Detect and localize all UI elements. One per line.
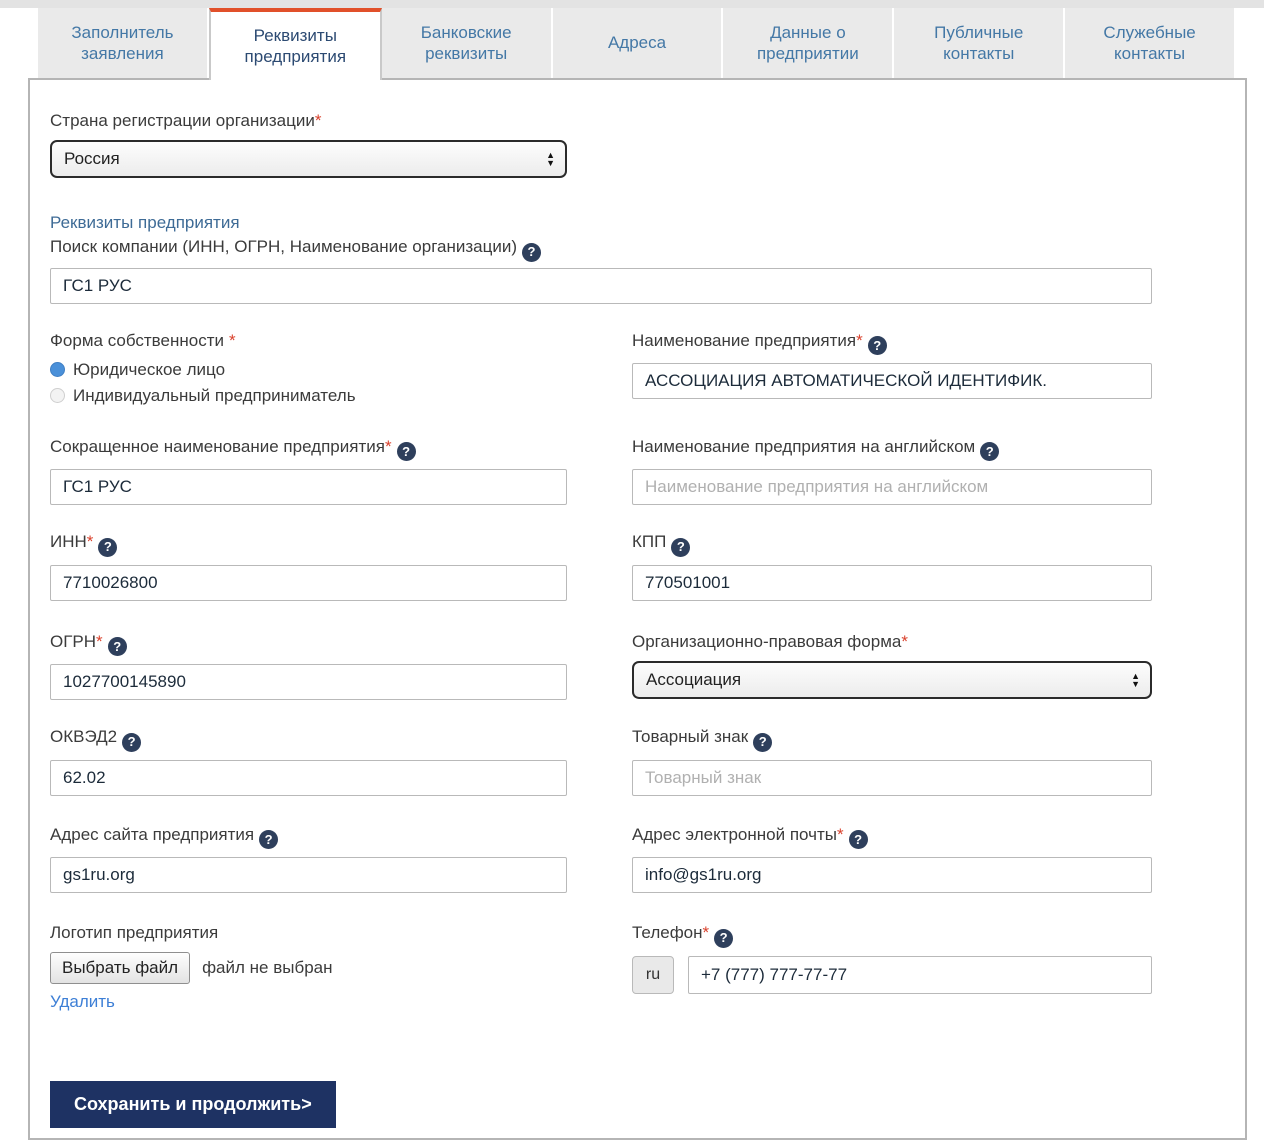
help-icon[interactable]: ? [98, 538, 117, 557]
email-label [632, 824, 1152, 850]
name-english-input[interactable] [632, 469, 1152, 505]
radio-checked-icon [50, 362, 65, 377]
okved-label-text: ОКВЭД2 [50, 727, 118, 746]
spinner-up-icon: ▲ [1131, 670, 1140, 681]
tab-addresses-label: Адреса [607, 33, 667, 53]
website-label [50, 824, 567, 850]
page-top-strip [0, 0, 1264, 8]
tab-service-contacts-label: Служебные контакты [1103, 22, 1196, 63]
legal-form-label-text: Организационно-правовая форма [632, 631, 902, 651]
email-input[interactable] [632, 857, 1152, 893]
name-english-label [632, 436, 1152, 462]
legal-form-label [632, 631, 1152, 653]
required-asterisk: * [86, 532, 94, 551]
required-asterisk: * [837, 824, 844, 844]
country-label-text: Страна регистрации организации [50, 111, 315, 130]
required-asterisk: * [314, 111, 322, 130]
logo-file-row [50, 950, 567, 986]
field-legal-form [632, 631, 1152, 701]
ownership-label-text: Форма собственности [50, 330, 224, 350]
short-name-label [50, 436, 567, 462]
field-name-english [632, 436, 1152, 506]
phone-row [632, 956, 1152, 994]
select-spinner-icon [546, 151, 555, 167]
help-icon[interactable]: ? [259, 830, 278, 849]
file-status-text: файл не выбран [202, 958, 333, 977]
tab-public-contacts[interactable] [894, 8, 1065, 78]
radio-unchecked-icon [50, 388, 65, 403]
website-label-text: Адрес сайта предприятия [50, 824, 255, 844]
inn-label-text: ИНН [50, 532, 87, 551]
required-asterisk: * [702, 923, 710, 942]
field-okved [50, 726, 567, 796]
legal-form-select[interactable] [632, 661, 1152, 699]
phone-label [632, 922, 1152, 948]
tab-applicant-label: Заполнитель заявления [71, 22, 174, 63]
okved-label [50, 726, 567, 752]
required-asterisk: * [856, 330, 863, 350]
kpp-label [632, 531, 1152, 557]
radio-individual-entrepreneur[interactable] [50, 384, 567, 408]
country-select[interactable] [50, 140, 567, 178]
field-email [632, 824, 1152, 894]
help-icon[interactable]: ? [671, 538, 690, 557]
radio-legal-entity-label: Юридическое лицо [73, 359, 226, 379]
inn-input[interactable] [50, 565, 567, 601]
required-asterisk: * [901, 631, 908, 651]
field-ownership [50, 330, 567, 408]
tab-bank-details-label: Банковские реквизиты [420, 22, 512, 63]
field-website [50, 824, 567, 894]
help-icon[interactable]: ? [714, 929, 733, 948]
ogrn-label [50, 631, 567, 657]
required-asterisk: * [96, 631, 103, 651]
select-spinner-icon [1131, 672, 1140, 688]
trademark-label-text: Товарный знак [632, 727, 749, 746]
logo-label: Логотип предприятия [50, 923, 219, 942]
country-label [50, 110, 567, 132]
tab-bar [0, 8, 1264, 78]
required-asterisk: * [228, 330, 236, 350]
help-icon[interactable]: ? [108, 637, 127, 656]
field-logo [50, 922, 567, 1012]
field-company-name [632, 330, 1152, 408]
trademark-input[interactable] [632, 760, 1152, 796]
tab-company-data-label: Данные о предприятии [756, 22, 859, 63]
help-icon[interactable]: ? [980, 442, 999, 461]
field-company-search [50, 212, 1152, 304]
required-asterisk: * [384, 436, 392, 456]
company-search-input[interactable] [50, 268, 1152, 304]
help-icon[interactable]: ? [522, 243, 541, 262]
short-name-input[interactable] [50, 469, 567, 505]
field-country [50, 110, 567, 178]
ogrn-label-text: ОГРН [50, 631, 97, 651]
field-ogrn [50, 631, 567, 701]
help-icon[interactable]: ? [753, 733, 772, 752]
tab-addresses[interactable] [553, 8, 724, 78]
spinner-down-icon: ▼ [1131, 678, 1140, 689]
field-trademark [632, 726, 1152, 796]
kpp-input[interactable] [632, 565, 1152, 601]
tab-company-data[interactable] [723, 8, 894, 78]
trademark-label [632, 726, 1152, 752]
inn-label [50, 531, 567, 557]
field-inn [50, 531, 567, 601]
company-name-label-text: Наименование предприятия [632, 330, 857, 350]
radio-individual-entrepreneur-label: Индивидуальный предприниматель [73, 385, 356, 405]
field-phone [632, 922, 1152, 1012]
phone-input[interactable] [688, 956, 1152, 994]
email-label-text: Адрес электронной почты [632, 824, 837, 844]
kpp-label-text: КПП [632, 532, 667, 551]
phone-country-prefix[interactable]: ru [632, 956, 674, 994]
radio-legal-entity[interactable] [50, 358, 567, 382]
help-icon[interactable]: ? [397, 442, 416, 461]
ogrn-input[interactable] [50, 664, 567, 700]
phone-label-text: Телефон [632, 923, 703, 942]
delete-logo-link[interactable]: Удалить [50, 992, 115, 1011]
help-icon[interactable]: ? [868, 336, 887, 355]
form-content [50, 110, 1152, 1128]
ownership-label [50, 330, 567, 352]
legal-form-select-value: Ассоциация [646, 669, 742, 689]
tab-public-contacts-label: Публичные контакты [934, 22, 1024, 63]
company-search-label-text: Поиск компании (ИНН, ОГРН, Наименование организации) [50, 237, 518, 256]
spinner-up-icon: ▲ [546, 150, 555, 160]
company-search-label [50, 236, 1152, 262]
company-name-input[interactable] [632, 363, 1152, 399]
choose-file-button[interactable]: Выбрать файл [50, 952, 190, 984]
website-input[interactable] [50, 857, 567, 893]
tab-company-details[interactable] [209, 8, 382, 80]
company-name-label [632, 330, 1152, 356]
country-select-value: Россия [64, 149, 120, 168]
help-icon[interactable]: ? [122, 733, 141, 752]
tab-service-contacts[interactable] [1065, 8, 1234, 78]
tab-company-details-label: Реквизиты предприятия [244, 25, 347, 66]
short-name-label-text: Сокращенное наименование предприятия [50, 436, 385, 456]
section-heading: Реквизиты предприятия [50, 213, 240, 232]
okved-input[interactable] [50, 760, 567, 796]
form-panel [28, 78, 1247, 1140]
spinner-down-icon: ▼ [546, 158, 555, 168]
field-kpp [632, 531, 1152, 601]
tab-bank-details[interactable] [382, 8, 553, 78]
help-icon[interactable]: ? [849, 830, 868, 849]
save-and-continue-button[interactable]: Сохранить и продолжить> [50, 1081, 336, 1128]
field-short-name [50, 436, 567, 506]
name-english-label-text: Наименование предприятия на английском [632, 436, 976, 456]
tab-applicant[interactable] [38, 8, 209, 78]
